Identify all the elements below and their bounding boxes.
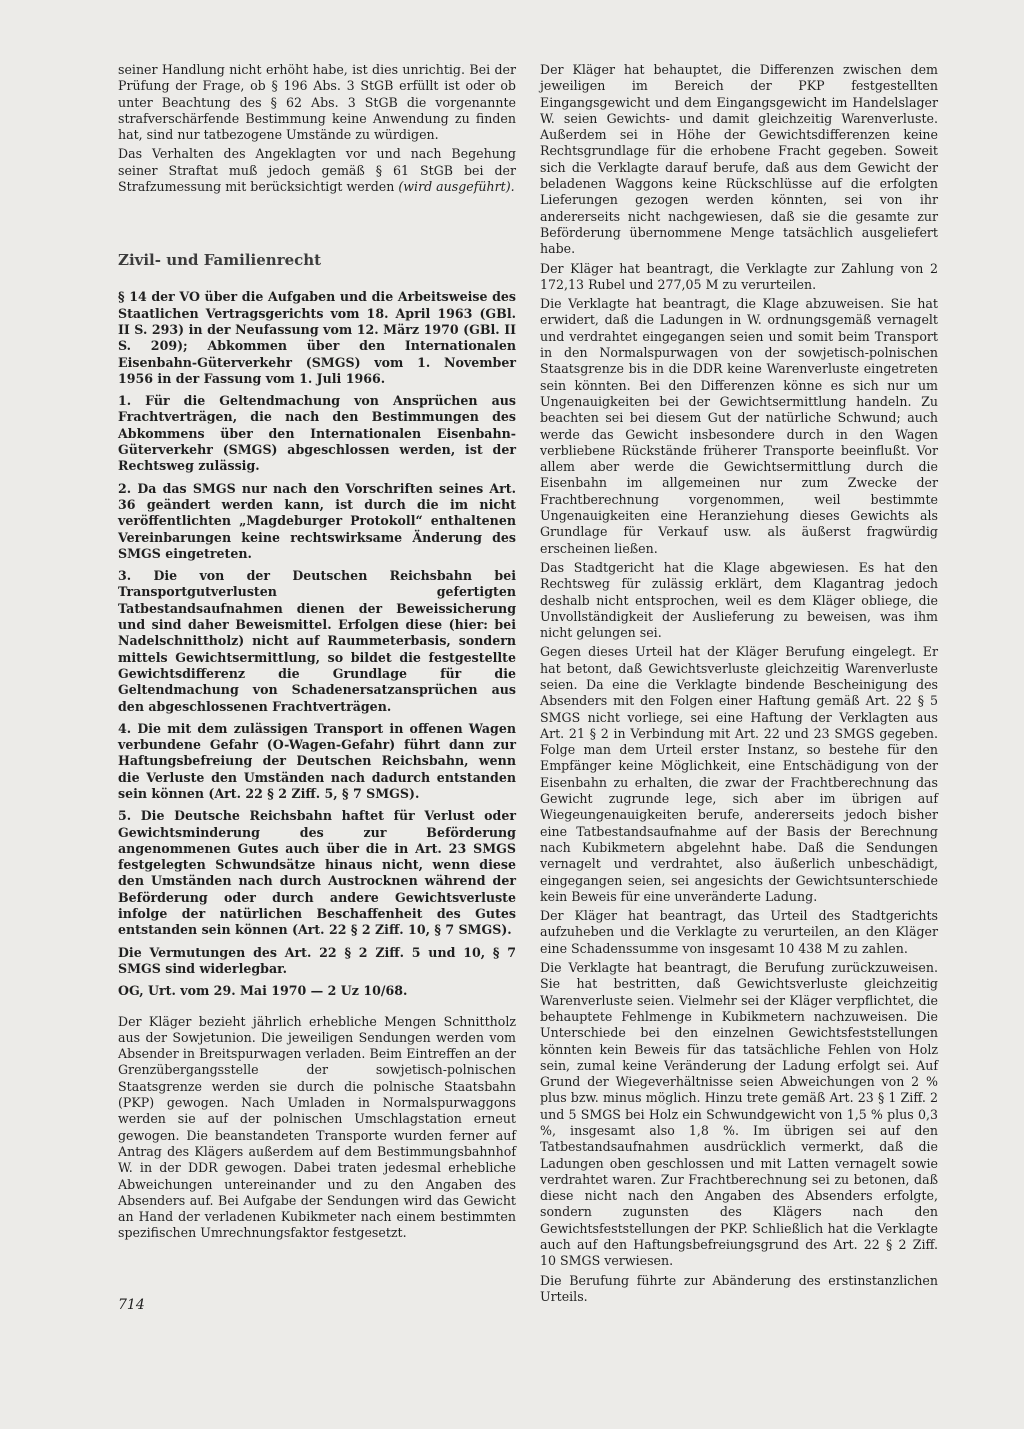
headnote-4: 4. Die mit dem zulässigen Transport in offenen Wagen verbundene Gefahr (O-Wagen-Gefahr) führt dann zur Haftungsbefreiung der Deutschen Reichsbahn, wenn die Verluste den Umständen nach dadurch entstanden sein können (Art. 22 § 2 Ziff. 5, § 7 SMGS). bbox=[118, 720, 516, 801]
headnote-3: 3. Die von der Deutschen Reichsbahn bei Transportgutverlusten gefertigten Tatbestandsaufnahmen dienen der Beweissicherung und sind daher Beweismittel. Erfolgen diese (hier: bei Nadelschnittholz) nicht auf Raummeterbasis, sondern mittels Gewichtsermittlung, so bildet die festgestellte Gewichtsdifferenz die Grundlage für die Geltendmachung von Schadenersatzansprüchen aus den abgeschlossenen Frachtverträgen. bbox=[118, 568, 516, 714]
right-column bbox=[540, 62, 938, 1308]
paragraph: Die Berufung führte zur Abänderung des erstinstanzlichen Urteils. bbox=[540, 1272, 938, 1304]
paragraph: Der Kläger hat behauptet, die Differenzen zwischen dem jeweiligen im Bereich der PKP festgestellten Eingangsgewicht und dem Eingangsgewicht im Handelslager W. seien Gewichts- und damit gleichzeitig Warenverluste. Außerdem sei in Höhe der Gewichtsdifferenzen keine Rechtsgrundlage für die erhobene Fracht gegeben. Soweit sich die Verklagte darauf berufe, daß aus dem Gewicht der beladenen Waggons keine Rückschlüsse auf die erfolgten Lieferungen gezogen werden könnten, sei von ihr andererseits nicht nachgewiesen, daß sie die gesamte zur Beförderung übernommene Menge tatsächlich ausgeliefert habe. bbox=[540, 62, 938, 257]
headnote-6: Die Vermutungen des Art. 22 § 2 Ziff. 5 und 10, § 7 SMGS sind widerlegbar. bbox=[118, 944, 516, 976]
headnote-5: 5. Die Deutsche Reichsbahn haftet für Verlust oder Gewichtsminderung des zur Beförderung angenommenen Gutes auch über die in Art. 23 SMGS festgelegten Schwundsätze hinaus nicht, wenn diese den Umständen nach durch Austrocknen während der Beförderung oder durch andere Gewichtsverluste infolge der natürlichen Beschaffenheit des Gutes entstanden sein können (Art. 22 § 2 Ziff. 10, § 7 SMGS). bbox=[118, 808, 516, 938]
paragraph: Die Verklagte hat beantragt, die Berufung zurückzuweisen. Sie hat bestritten, daß Gewichtsverluste gleichzeitig Warenverluste seien. Vielmehr sei der Kläger verpflichtet, die behauptete Fehlmenge in Kubikmetern nachzuweisen. Die Unterschiede bei den einzelnen Gewichtsfeststellungen könnten kein Beweis für das tatsächliche Fehlen von Holz sein, zumal keine Veränderung der Ladung erfolgt sei. Auf Grund der Wiegeverhältnisse seien Abweichungen von 2 % plus bzw. minus möglich. Hinzu trete gemäß Art. 23 § 1 Ziff. 2 und 5 SMGS bei Holz ein Schwundgewicht von 1,5 % plus 0,3 %, insgesamt also 1,8 %. Im übrigen sei auf den Tatbestandsaufnahmen ausdrücklich vermerkt, daß die Ladungen oben geschlossen und mit Latten vernagelt sowie verdrahtet waren. Zur Frachtberechnung sei zu betonen, daß diese nicht nach den Angaben des Absenders erfolgte, sondern zugunsten des Klägers nach den Gewichtsfeststellungen der PKP. Schließlich hat die Verklagte auch auf den Haftungsbefreiungsgrund des Art. 22 § 2 Ziff. 10 SMGS verwiesen. bbox=[540, 960, 938, 1269]
left-column bbox=[118, 62, 516, 1245]
paragraph-text: Das Verhalten des Angeklagten vor und nach Begehung seiner Straftat muß jedoch gemäß § 61 StGB bei der Strafzumessung mit berücksichtigt werden bbox=[118, 146, 516, 195]
legal-norms: § 14 der VO über die Aufgaben und die Arbeitsweise des Staatlichen Vertragsgerichts vom 18. April 1963 (GBl. II S. 293) in der Neufassung vom 12. März 1970 (GBl. II S. 209); Abkommen über den Internationalen Eisenbahn-Güterverkehr (SMGS) vom 1. November 1956 in der Fassung vom 1. Juli 1966. bbox=[118, 289, 516, 386]
paragraph bbox=[118, 146, 516, 195]
section-title: Zivil- und Familienrecht bbox=[118, 251, 322, 270]
paragraph: Die Verklagte hat beantragt, die Klage abzuweisen. Sie hat erwidert, daß die Ladungen in W. ordnungsgemäß vernagelt und verdrahtet eingegangen seien und somit beim Transport in den Normalspurwagen von der sowjetisch-polnischen Staatsgrenze bis in die DDR keine Warenverluste eingetreten sein könnten. Bei den Differenzen könne es sich nur um Ungenauigkeiten bei der Gewichtsermittlung handeln. Zu beachten sei bei diesem Gut der natürliche Schwund; auch werde das Gewicht insbesondere durch in den Wagen verbliebene Rückstände früherer Transporte beeinflußt. Vor allem aber werde die Gewichtsermittlung durch die Eisenbahn im allgemeinen nur zum Zwecke der Frachtberechnung vorgenommen, weil bestimmte Ungenauigkeiten eine Heranziehung dieses Gewichts als Grundlage für Verkauf usw. als äußerst fragwürdig erscheinen ließen. bbox=[540, 296, 938, 556]
paragraph: Das Stadtgericht hat die Klage abgewiesen. Es hat den Rechtsweg für zulässig erklärt, dem Klagantrag jedoch deshalb nicht entsprochen, weil es dem Kläger obliege, die Unvollständigkeit der Auslieferung zu beweisen, was ihm nicht gelungen sei. bbox=[540, 559, 938, 641]
paragraph: seiner Handlung nicht erhöht habe, ist dies unrichtig. Bei der Prüfung der Frage, ob § 196 Abs. 3 StGB erfüllt ist oder ob unter Beachtung des § 62 Abs. 3 StGB die vorgenannte strafverschärfende Bestimmung keine Anwendung zu finden hat, sind nur tatbezogene Umstände zu würdigen. bbox=[118, 62, 516, 143]
paragraph-italic-note: (wird ausgeführt). bbox=[398, 179, 515, 195]
court-reference: OG, Urt. vom 29. Mai 1970 — 2 Uz 10/68. bbox=[118, 983, 408, 999]
headnote-2: 2. Da das SMGS nur nach den Vorschriften seines Art. 36 geändert werden kann, ist durch die im nicht veröffentlichten „Magdeburger Protokoll“ enthaltenen Vereinbarungen keine rechtswirksame Änderung des SMGS eingetreten. bbox=[118, 480, 516, 561]
paragraph: Der Kläger hat beantragt, das Urteil des Stadtgerichts aufzuheben und die Verklagte zu verurteilen, an den Kläger eine Schadenssumme von insgesamt 10 438 M zu zahlen. bbox=[540, 908, 938, 956]
headnote-1: 1. Für die Geltendmachung von Ansprüchen aus Frachtverträgen, die nach den Bestimmungen des Abkommens über den Internationalen Eisenbahn-Güterverkehr (SMGS) abgeschlossen werden, ist der Rechtsweg zulässig. bbox=[118, 393, 516, 474]
paragraph: Der Kläger bezieht jährlich erhebliche Mengen Schnittholz aus der Sowjetunion. Die jeweiligen Sendungen werden vom Absender in Breitspurwagen verladen. Beim Eintreffen an der Grenzübergangsstelle der sowjetisch-polnischen Staatsgrenze werden sie durch die polnische Staatsbahn (PKP) gewogen. Nach Umladen in Normalspurwaggons werden sie auf der polnischen Umschlagstation erneut gewogen. Die beanstandeten Transporte wurden ferner auf Antrag des Klägers außerdem auf dem Bestimmungsbahnhof W. in der DDR gewogen. Dabei traten jedesmal erhebliche Abweichungen untereinander und zu den Angaben des Absenders auf. Bei Aufgabe der Sendungen wird das Gewicht an Hand der verladenen Kubikmeter nach einem bestimmten spezifischen Umrechnungsfaktor festgesetzt. bbox=[118, 1013, 516, 1241]
paragraph: Der Kläger hat beantragt, die Verklagte zur Zahlung von 2 172,13 Rubel und 277,05 M zu verurteilen. bbox=[540, 260, 938, 292]
page-number: 714 bbox=[118, 1297, 145, 1313]
paragraph: Gegen dieses Urteil hat der Kläger Berufung eingelegt. Er hat betont, daß Gewichtsverluste gleichzeitig Warenverluste seien. Da eine die Verklagte bindende Bescheinigung des Absenders mit den Folgen einer Haftung gemäß Art. 22 § 5 SMGS nicht vorliege, sei eine Haftung der Verklagten aus Art. 21 § 2 in Verbindung mit Art. 22 und 23 SMGS gegeben. Folge man dem Urteil erster Instanz, so bestehe für den Empfänger keine Möglichkeit, eine Entschädigung von der Eisenbahn zu erhalten, die zwar der Frachtberechnung das Gewicht zugrunde lege, sich aber im übrigen auf Wiegeungenauigkeiten berufe, andererseits jedoch bisher eine Tatbestandsaufnahme auf der Basis der Berechnung nach Kubikmetern abgelehnt habe. Daß die Sendungen vernagelt und verdrahtet, also äußerlich unbeschädigt, eingegangen seien, sei angesichts der Gewichtsunterschiede kein Beweis für eine unveränderte Ladung. bbox=[540, 644, 938, 904]
